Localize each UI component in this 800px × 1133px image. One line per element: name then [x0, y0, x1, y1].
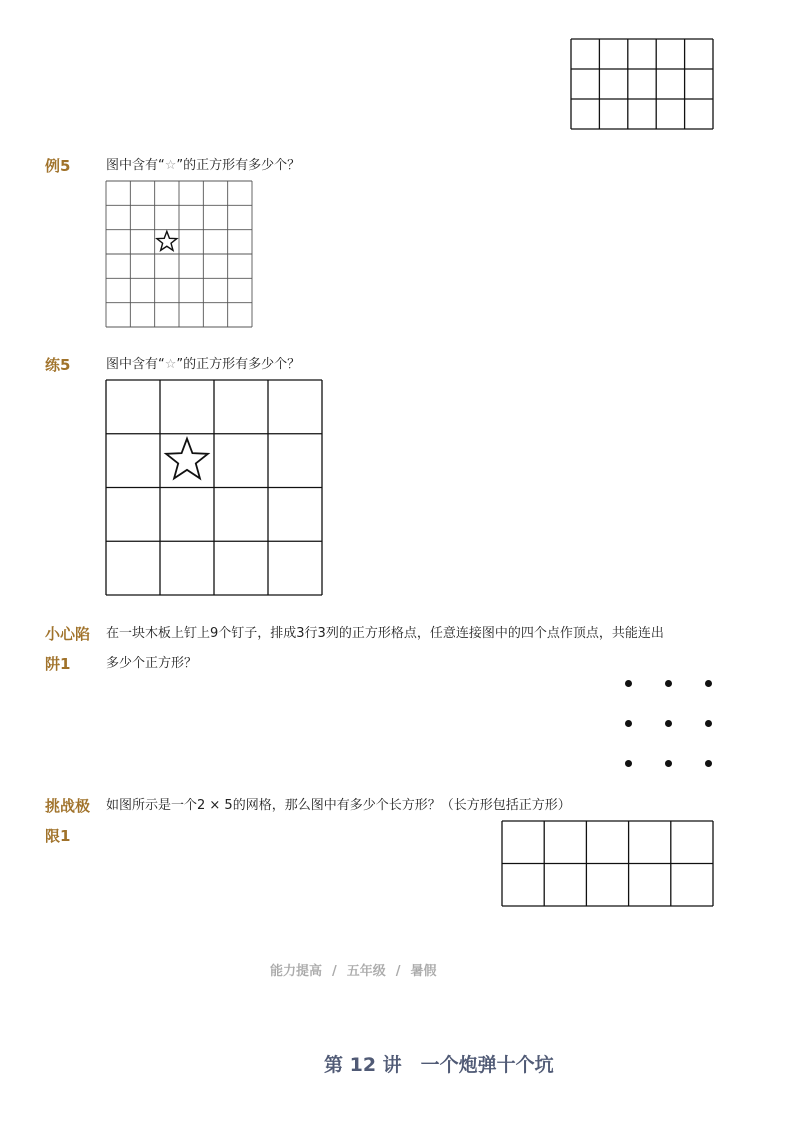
nail-dot	[665, 680, 672, 687]
nail-dot	[665, 720, 672, 727]
footer-term: 暑假	[410, 964, 437, 979]
example-5-text-after: ”的正方形有多少个？	[176, 158, 301, 173]
challenge-1-label-line2: 限1	[45, 827, 71, 845]
example-5-label: 例5	[45, 157, 71, 175]
footer-separator: /	[395, 964, 401, 979]
nail-dot	[705, 760, 712, 767]
challenge-1-question: 如图所示是一个2 × 5的网格，那么图中有多少个长方形？（长方形包括正方形）	[106, 798, 571, 813]
top-grid	[571, 39, 713, 129]
nail-dot	[625, 760, 632, 767]
nail-dot	[705, 720, 712, 727]
footer-course: 能力提高	[270, 964, 323, 979]
example-5-text-before: 图中含有“	[106, 158, 165, 173]
footer-grade: 五年级	[346, 964, 386, 979]
trap-1-label-line2: 阱1	[45, 655, 71, 673]
star-symbol: ☆	[164, 158, 177, 173]
nail-dot	[625, 680, 632, 687]
practice-5-label: 练5	[45, 356, 71, 374]
lecture-title: 第 12 讲 一个炮弹十个坑	[324, 1054, 554, 1076]
example-5-grid	[106, 181, 252, 327]
nail-dot	[705, 680, 712, 687]
practice-5-grid	[106, 380, 322, 595]
star-symbol: ☆	[164, 357, 177, 372]
trap-1-text-line1: 在一块木板上钉上9个钉子，排成3行3列的正方形格点，任意连接图中的四个点作顶点，共能连出	[106, 626, 664, 641]
example-5-question	[106, 156, 300, 176]
footer-separator: /	[332, 964, 337, 979]
footer-breadcrumb	[270, 960, 437, 979]
trap-1-text-line2: 多少个正方形？	[106, 656, 198, 671]
practice-5-question	[106, 355, 300, 375]
nail-dot-grid	[620, 676, 720, 776]
trap-1-question	[106, 624, 726, 674]
star-icon	[157, 231, 177, 250]
nail-dot	[665, 760, 672, 767]
challenge-1-label-line1: 挑战极	[45, 797, 91, 815]
trap-1-label-line1: 小心陷	[45, 625, 91, 643]
practice-5-text-before: 图中含有“	[106, 357, 165, 372]
challenge-1-label	[45, 796, 90, 846]
challenge-1-grid	[502, 821, 713, 906]
star-icon	[166, 439, 208, 479]
nail-dot	[625, 720, 632, 727]
trap-1-label	[45, 624, 90, 674]
practice-5-text-after: ”的正方形有多少个？	[176, 357, 301, 372]
